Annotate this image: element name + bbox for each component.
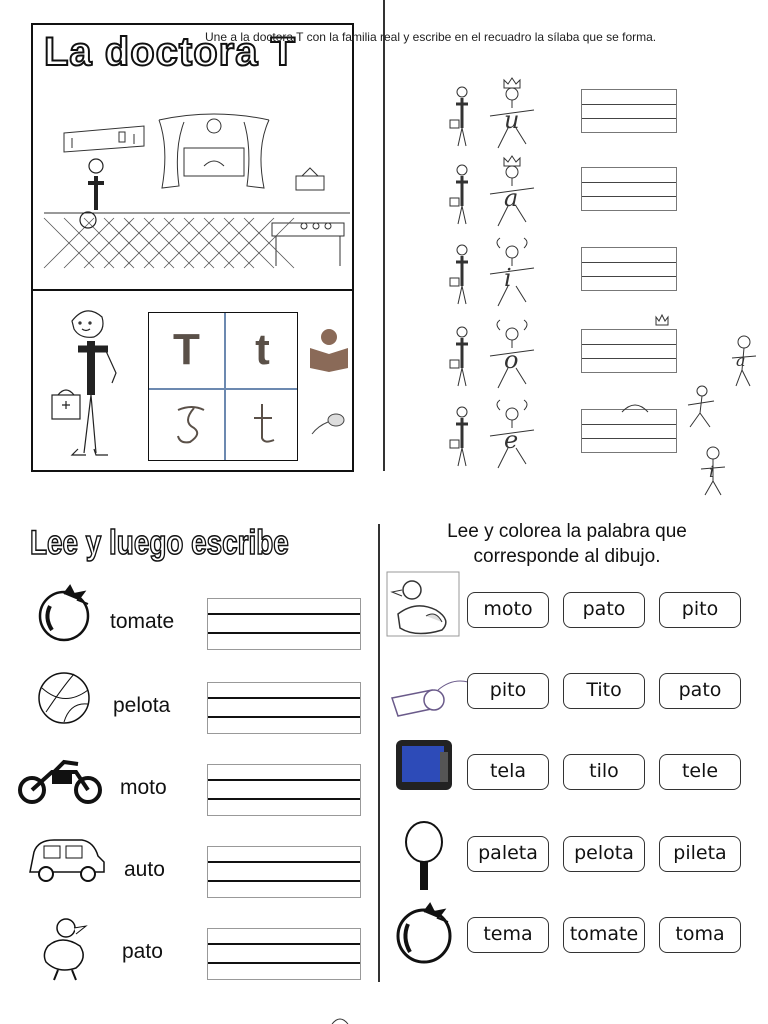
syllable-answer-box[interactable] bbox=[581, 329, 677, 373]
small-doctor-t-figure bbox=[448, 84, 476, 148]
vowel-letter: i bbox=[504, 264, 512, 292]
word-choice-button[interactable]: toma bbox=[659, 917, 741, 953]
figure-running-extra bbox=[680, 383, 720, 433]
svg-text:a: a bbox=[736, 351, 746, 370]
word-choice-button[interactable]: pato bbox=[563, 592, 645, 628]
whistle-icon bbox=[388, 668, 472, 720]
card-title: La doctora T bbox=[44, 30, 297, 74]
doctor-t-figure bbox=[50, 303, 130, 463]
svg-text:i: i bbox=[709, 462, 715, 481]
tomato-icon bbox=[394, 902, 456, 968]
word-choice-button[interactable]: moto bbox=[467, 592, 549, 628]
letter-cursive-lower-t bbox=[250, 402, 280, 446]
word-label: pelota bbox=[113, 694, 171, 717]
word-choice-button[interactable]: paleta bbox=[467, 836, 549, 872]
syllable-answer-box[interactable] bbox=[581, 167, 677, 211]
word-writing-box[interactable] bbox=[207, 928, 361, 980]
figure-partial-head bbox=[620, 402, 650, 414]
word-choice-button[interactable]: tela bbox=[467, 754, 549, 790]
vowel-letter: u bbox=[504, 106, 520, 134]
word-choice-button[interactable]: pito bbox=[467, 673, 549, 709]
word-choice-button[interactable]: pato bbox=[659, 673, 741, 709]
figure-i-extra bbox=[695, 445, 731, 499]
vowel-figure-e bbox=[484, 398, 540, 470]
small-doctor-t-figure bbox=[448, 162, 476, 226]
word-choice-button[interactable]: tilo bbox=[563, 754, 645, 790]
crown-figure-small bbox=[654, 313, 670, 329]
small-doctor-t-figure bbox=[448, 404, 476, 468]
word-choice-button[interactable]: Tito bbox=[563, 673, 645, 709]
vowel-figure-u bbox=[484, 78, 540, 150]
word-choice-button[interactable]: pileta bbox=[659, 836, 741, 872]
word-choice-button[interactable]: tema bbox=[467, 917, 549, 953]
instruction-text: Une a la doctora T con la familia real y escribe en el recuadro la sílaba que se forma. bbox=[205, 30, 657, 44]
word-label: auto bbox=[124, 858, 165, 881]
tomato-icon bbox=[34, 584, 96, 652]
word-writing-box[interactable] bbox=[207, 682, 361, 734]
letter-upper-t: T bbox=[173, 325, 200, 374]
vowel-figure-i bbox=[484, 236, 540, 308]
vowel-letter: a bbox=[504, 184, 519, 212]
word-choice-button[interactable]: tomate bbox=[563, 917, 645, 953]
word-writing-box[interactable] bbox=[207, 598, 361, 650]
beach-ball-icon bbox=[34, 668, 96, 736]
word-writing-box[interactable] bbox=[207, 846, 361, 898]
small-doctor-t-figure bbox=[448, 324, 476, 388]
read-and-write-title: Lee y luego escribe bbox=[30, 524, 289, 562]
word-choice-button[interactable]: pito bbox=[659, 592, 741, 628]
vowel-letter: e bbox=[504, 426, 519, 454]
thread-spool-icon bbox=[308, 410, 348, 436]
syllable-answer-box[interactable] bbox=[581, 409, 677, 453]
small-doctor-t-figure bbox=[448, 242, 476, 306]
bottom-section-divider bbox=[378, 524, 380, 982]
word-writing-box[interactable] bbox=[207, 764, 361, 816]
word-choice-button[interactable]: pelota bbox=[563, 836, 645, 872]
duck-icon bbox=[386, 570, 462, 640]
syllable-answer-box[interactable] bbox=[581, 89, 677, 133]
word-label: moto bbox=[120, 776, 167, 799]
letter-cursive-upper-t bbox=[172, 402, 208, 446]
letter-lower-t: t bbox=[255, 325, 270, 374]
top-section-divider bbox=[383, 0, 385, 471]
motorcycle-icon bbox=[18, 750, 106, 818]
figure-a-extra bbox=[722, 330, 762, 390]
vowel-figure-a bbox=[484, 156, 540, 228]
card-divider bbox=[31, 289, 354, 291]
word-choice-button[interactable]: tele bbox=[659, 754, 741, 790]
duck-icon bbox=[34, 914, 96, 982]
vowel-letter: o bbox=[504, 346, 519, 374]
read-and-color-instruction: Lee y colorea la palabra que corresponde al dibujo. bbox=[447, 521, 687, 567]
cropped-bottom-fragment bbox=[330, 1014, 350, 1024]
syllable-answer-box[interactable] bbox=[581, 247, 677, 291]
car-icon bbox=[24, 832, 110, 900]
paddle-icon bbox=[394, 820, 454, 892]
vowel-figure-o bbox=[484, 318, 540, 390]
word-label: tomate bbox=[110, 610, 175, 633]
tv-icon bbox=[388, 738, 456, 794]
room-scene-illustration bbox=[44, 108, 350, 273]
letter-grid-horizontal-divider bbox=[149, 388, 297, 390]
person-reading-icon bbox=[308, 328, 350, 372]
word-label: pato bbox=[122, 940, 163, 963]
